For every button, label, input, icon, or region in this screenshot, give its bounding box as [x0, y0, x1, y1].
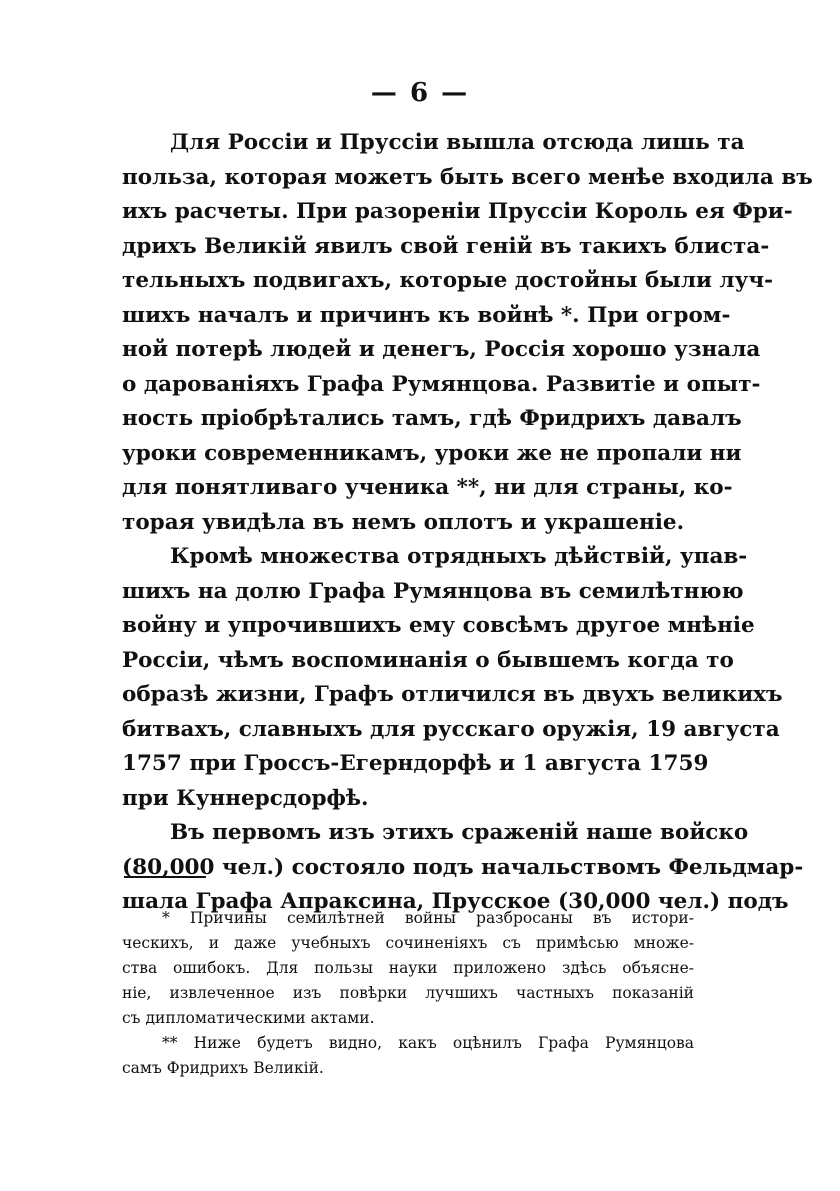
text-line: шала Графа Апраксина, Прусское (30,000 чел.) подъ [122, 889, 789, 914]
text-line: при Куннерсдорфѣ. [122, 785, 369, 811]
footnote-line: * Причины семилѣтней войны разбросаны въ истори- [162, 909, 694, 927]
page-number: — 6 — [370, 78, 470, 108]
text-line: Кромѣ множества отрядныхъ дѣйствій, упав- [170, 544, 748, 569]
paragraph-3 [122, 816, 804, 920]
text-line: для понятливаго ученика **, ни для страны, ко- [122, 475, 733, 500]
main-text [122, 126, 813, 920]
text-line: о дарованіяхъ Графа Румянцова. Развитіе и опыт- [122, 371, 761, 397]
text-line: дрихъ Великій явилъ свой геній въ такихъ блиста- [122, 233, 770, 259]
footnote-line: съ дипломатическими актами. [122, 1009, 375, 1027]
text-line: шихъ на долю Графа Румянцова въ семилѣтнюю [122, 578, 744, 604]
text-line: Для Россіи и Пруссіи вышла отсюда лишь та [170, 130, 745, 155]
text-line: Россіи, чѣмъ воспоминанія о бывшемъ когда то [122, 647, 734, 673]
paragraph-2 [122, 540, 783, 816]
footnote-separator [124, 876, 206, 878]
text-line: ность пріобрѣтались тамъ, гдѣ Фридрихъ давалъ [122, 406, 742, 431]
footnote-line: самъ Фридрихъ Великій. [122, 1059, 324, 1077]
text-line: 1757 при Гроссъ-Егерндорфѣ и 1 августа 1759 [122, 751, 709, 776]
text-line: уроки современникамъ, уроки же не пропали ни [122, 440, 742, 466]
text-line: войну и упрочившихъ ему совсѣмъ другое мнѣніе [122, 613, 755, 638]
text-line: ихъ расчеты. При разореніи Пруссіи Король ея Фри- [122, 199, 793, 224]
text-line: торая увидѣла въ немъ оплотъ и украшеніе. [122, 509, 685, 535]
footnote-line: ства ошибокъ. Для пользы науки приложено здѣсь объясне- [122, 959, 694, 977]
footnote-2 [122, 1031, 694, 1081]
text-line: Въ первомъ изъ этихъ сраженій наше войско [170, 820, 749, 845]
text-line: (80,000 чел.) состояло подъ начальствомъ Фельдмар- [122, 854, 804, 880]
text-line: шихъ началъ и причинъ къ войнѣ *. При огром- [122, 302, 731, 328]
text-line: ной потерѣ людей и денегъ, Россія хорошо узнала [122, 337, 761, 362]
text-line: польза, которая можетъ быть всего менѣе входила въ [122, 164, 813, 190]
footnote-line: ческихъ, и даже учебныхъ сочиненіяхъ съ примѣсью множе- [122, 934, 694, 952]
text-line: битвахъ, славныхъ для русскаго оружія, 19 августа [122, 716, 780, 742]
text-line: тельныхъ подвигахъ, которые достойны были луч- [122, 268, 774, 293]
footnotes [122, 906, 694, 1081]
footnote-line: ** Ниже будетъ видно, какъ оцѣнилъ Графа Румянцова [162, 1034, 694, 1052]
paragraph-1 [122, 126, 813, 540]
footnote-1 [122, 906, 694, 1031]
footnote-line: ніе, извлеченное изъ повѣрки лучшихъ частныхъ показаній [122, 984, 694, 1002]
text-line: образѣ жизни, Графъ отличился въ двухъ великихъ [122, 682, 783, 707]
